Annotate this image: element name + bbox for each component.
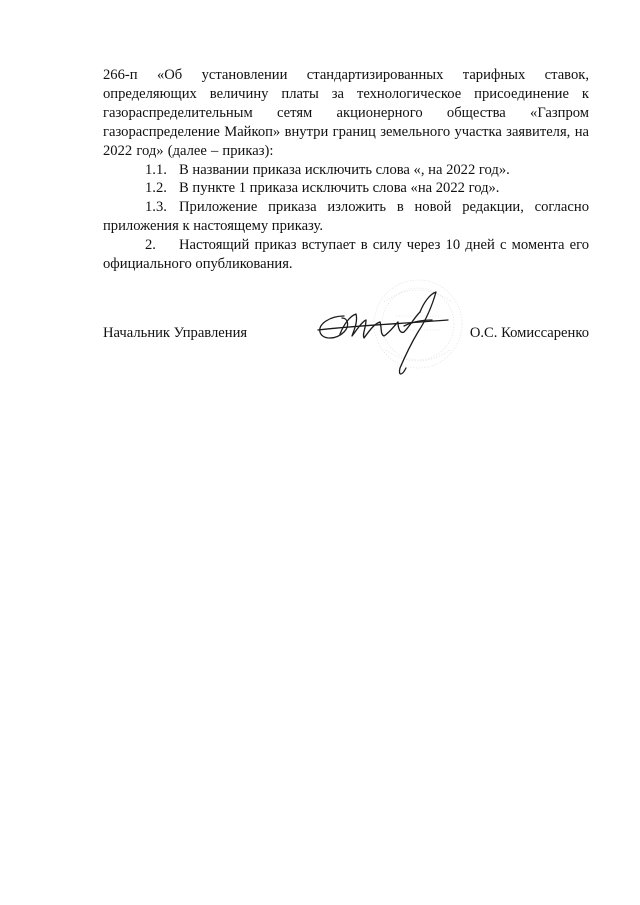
document-body <box>103 66 589 274</box>
item-number: 1.2. <box>145 180 167 197</box>
list-item <box>103 198 589 236</box>
item-number: 2. <box>145 237 156 254</box>
item-number: 1.1. <box>145 161 167 178</box>
item-number: 1.3. <box>145 199 167 216</box>
signer-name: О.С. Комиссаренко <box>469 325 589 341</box>
intro-paragraph: 266-п «Об установлении стандартизированных тарифных ставок, определяющих величину платы за технологическое присоединение к газораспределительным сетям акционерного общества «Газпром газораспределение Майкоп» внутри границ земельного участка заявителя, на 2022 год» (далее – приказ): <box>103 67 589 159</box>
item-text: В названии приказа исключить слова «, на 2022 год». <box>179 161 510 178</box>
item-text: В пункте 1 приказа исключить слова «на 2022 год». <box>179 180 500 197</box>
item-text: Приложение приказа изложить в новой редакции, согласно приложения к настоящему приказу. <box>103 199 589 235</box>
list-item <box>103 179 589 198</box>
item-text: Настоящий приказ вступает в силу через 10 дней с момента его официального опубликования. <box>103 237 589 273</box>
list-item <box>103 236 589 274</box>
handwritten-signature <box>300 272 470 392</box>
signer-position: Начальник Управления <box>103 325 248 341</box>
list-item <box>103 161 589 180</box>
